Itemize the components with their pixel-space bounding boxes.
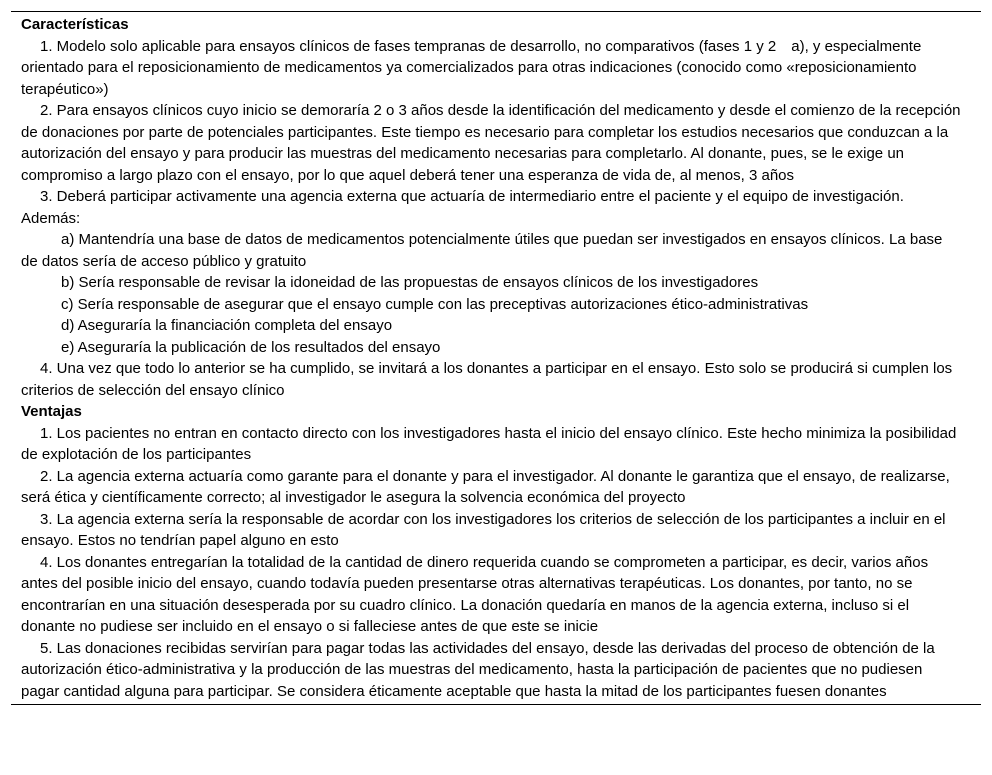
features-table [11, 11, 981, 705]
ventajas-item-2: 2. La agencia externa actuaría como garante para el donante y para el investigador. Al donante le garantiza que el ensayo, de realizarse, será ética y científicamente correcto; al investigador le asegura la solvencia económica del proyecto [21, 467, 950, 506]
caracteristicas-subitem-b: b) Sería responsable de revisar la idoneidad de las propuestas de ensayos clínicos de los investigadores [61, 274, 759, 291]
ventajas-item-3: 3. La agencia externa sería la responsable de acordar con los investigadores los criterios de selección de los participantes a incluir en el ensayo. Estos no tendrían papel alguno en esto [21, 510, 946, 549]
caracteristicas-item-4: 4. Una vez que todo lo anterior se ha cumplido, se invitará a los donantes a participar en el ensayo. Esto solo se producirá si cumplen los criterios de selección del ensayo clínico [21, 360, 953, 399]
caracteristicas-item-3: 3. Deberá participar activamente una agencia externa que actuaría de intermediario entre el paciente y el equipo de investigación. Además: [21, 188, 904, 227]
ventajas-item-5: 5. Las donaciones recibidas servirían para pagar todas las actividades del ensayo, desde las derivadas del proceso de obtención de la autorización ético-administrativa y la producción de las muestras del medicamento, hasta la participación de pacientes que no pudiesen pagar cantidad alguna para participar. Se considera éticamente aceptable que hasta la mitad de los participantes fuesen donantes [21, 639, 935, 700]
ventajas-item-4: 4. Los donantes entregarían la totalidad de la cantidad de dinero requerida cuando se comprometen a participar, es decir, varios años antes del posible inicio del ensayo, cuando todavía pueden presentarse otras alternativas terapéuticas. Los donantes, por tanto, no se encontrarían en una situación desesperada por su cuadro clínico. La donación quedaría en manos de la agencia externa, incluso si el donante no pudiese ser incluido en el ensayo o si falleciese antes de que este se inicie [21, 553, 929, 635]
ventajas-item-1: 1. Los pacientes no entran en contacto directo con los investigadores hasta el inicio del ensayo clínico. Este hecho minimiza la posibilidad de explotación de los participantes [21, 424, 957, 463]
caracteristicas-item-1: 1. Modelo solo aplicable para ensayos clínicos de fases tempranas de desarrollo, no comparativos (fases 1 y 2 a), y especialmente orientado para el reposicionamiento de medicamentos ya comercializados para otras indicaciones (conocido como «reposicionamiento terapéutico») [21, 37, 922, 98]
caracteristicas-subitem-e: e) Aseguraría la publicación de los resultados del ensayo [61, 338, 441, 356]
caracteristicas-subitem-a: a) Mantendría una base de datos de medicamentos potencialmente útiles que puedan ser investigados en ensayos clínicos. La base de datos sería de acceso público y gratuito [21, 231, 943, 270]
ventajas-heading: Ventajas [21, 403, 82, 420]
caracteristicas-subitem-d: d) Aseguraría la financiación completa del ensayo [61, 317, 393, 334]
caracteristicas-heading: Características [21, 16, 129, 33]
caracteristicas-item-2: 2. Para ensayos clínicos cuyo inicio se demoraría 2 o 3 años desde la identificación del medicamento y desde el comienzo de la recepción de donaciones por parte de potenciales participantes. Este tiempo es necesario para completar los estudios necesarios que conduzcan a la autorización del ensayo y para producir las muestras del medicamento necesarias para completarlo. Al donante, pues, se le exige un compromiso a largo plazo con el ensayo, por lo que aquel deberá tener una esperanza de vida de, al menos, 3 años [21, 102, 961, 184]
caracteristicas-subitem-c: c) Sería responsable de asegurar que el ensayo cumple con las preceptivas autorizaciones ético-administrativas [61, 295, 809, 313]
